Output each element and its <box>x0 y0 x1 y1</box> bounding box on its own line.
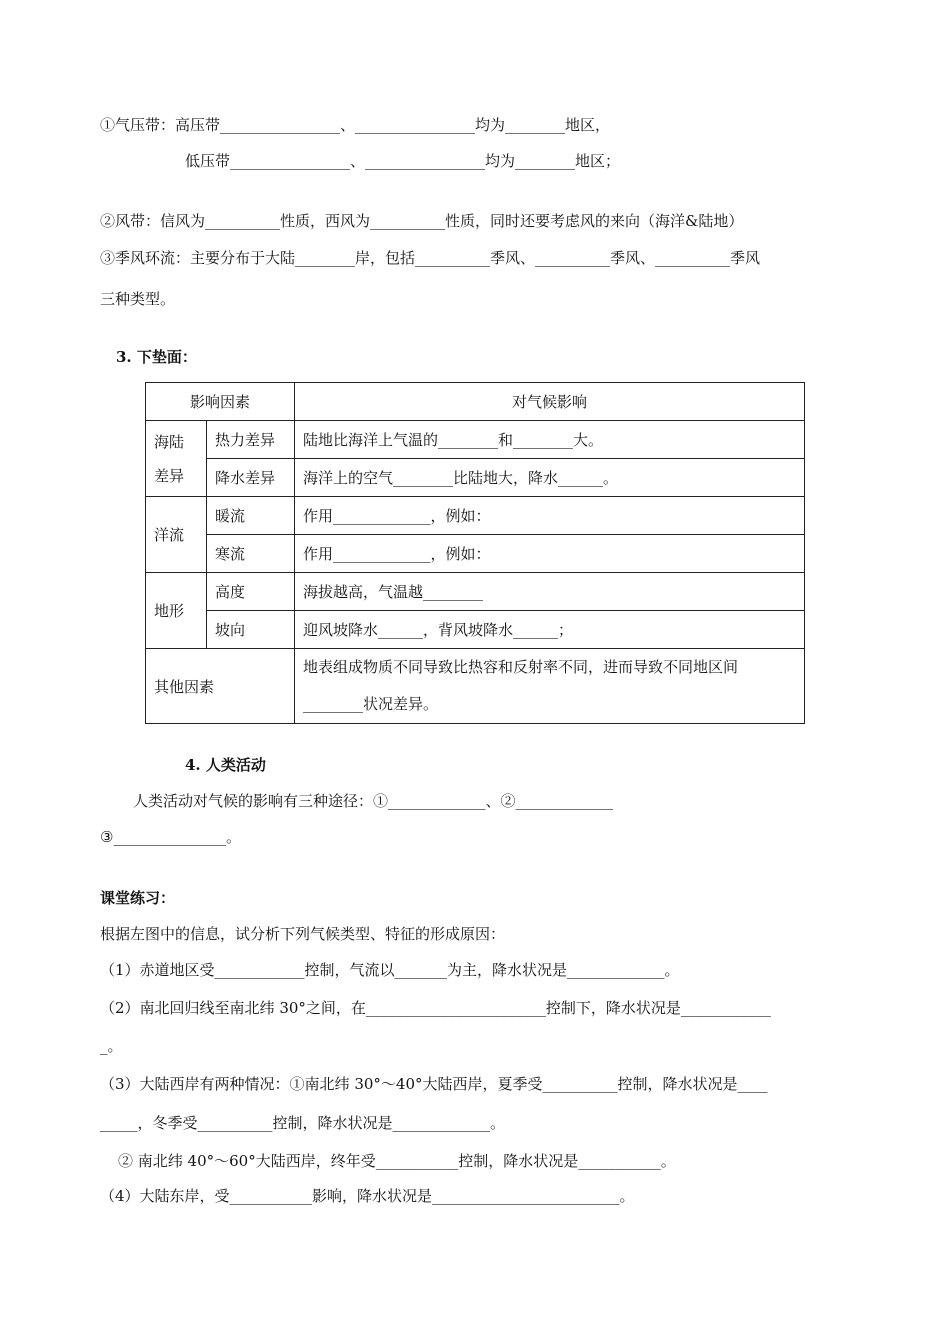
slope-cell: 坡向 <box>207 611 295 649</box>
slope-effect-cell: 迎风坡降水______，背风坡降水______； <box>295 611 805 649</box>
underlying-surface-table <box>145 382 805 724</box>
human-activity-line-2: ③_______________。 <box>100 828 241 846</box>
currents-cell: 洋流 <box>146 497 207 573</box>
table-row <box>146 459 805 497</box>
thermal-cell: 热力差异 <box>207 421 295 459</box>
altitude-cell: 高度 <box>207 573 295 611</box>
table-row <box>146 497 805 535</box>
warm-current-cell: 暖流 <box>207 497 295 535</box>
section4-title: 4. 人类活动 <box>185 756 266 774</box>
terrain-cell: 地形 <box>146 573 207 649</box>
sea-land-cell: 海陆 差异 <box>146 421 207 497</box>
cold-current-cell: 寒流 <box>207 535 295 573</box>
other-effect-cell: 地表组成物质不同导致比热容和反射率不同，进而导致不同地区间 ________状况差异。 <box>295 649 805 724</box>
pressure-low-line: 低压带________________、________________均为________地区； <box>185 152 621 170</box>
altitude-effect-cell: 海拔越高，气温越________ <box>295 573 805 611</box>
wind-belts-line: ②风带：信风为__________性质，西风为__________性质，同时还要考虑风的来向（海洋&陆地） <box>100 212 744 230</box>
human-activity-line-1: 人类活动对气候的影响有三种途径：①_____________、②_____________ <box>133 792 614 810</box>
table-row <box>146 573 805 611</box>
question-2-line-2: _。 <box>100 1037 123 1055</box>
cold-effect-cell: 作用_____________，例如： <box>295 535 805 573</box>
monsoon-line-2: 三种类型。 <box>100 290 176 308</box>
question-3-line-2: _____，冬季受__________控制，降水状况是_____________。 <box>100 1114 506 1132</box>
warm-effect-cell: 作用_____________，例如： <box>295 497 805 535</box>
question-3-line-1: （3）大陆西岸有两种情况：①南北纬 30°～40°大陆西岸，夏季受__________控制，降水状况是____ <box>100 1075 768 1093</box>
question-4: （4）大陆东岸，受___________影响，降水状况是_________________________。 <box>100 1187 635 1205</box>
question-2-line-1: （2）南北回归线至南北纬 30°之间，在________________________控制下，降水状况是____________ <box>100 999 771 1017</box>
table-header-factor: 影响因素 <box>146 383 295 421</box>
question-3-line-3: ② 南北纬 40°～60°大陆西岸，终年受___________控制，降水状况是___________。 <box>118 1152 676 1170</box>
practice-title: 课堂练习： <box>100 889 176 907</box>
table-row <box>146 535 805 573</box>
table-row <box>146 611 805 649</box>
section3-title: 3. 下垫面： <box>116 348 197 366</box>
precip-effect-cell: 海洋上的空气________比陆地大，降水______。 <box>295 459 805 497</box>
table-header-effect: 对气候影响 <box>295 383 805 421</box>
table-row <box>146 649 805 724</box>
table-row <box>146 383 805 421</box>
pressure-high-line: ①气压带：高压带________________、________________均为________地区， <box>100 116 611 134</box>
other-factors-cell: 其他因素 <box>146 649 295 724</box>
table-row <box>146 421 805 459</box>
precip-cell: 降水差异 <box>207 459 295 497</box>
question-1: （1）赤道地区受____________控制，气流以_______为主，降水状况是_____________。 <box>100 961 680 979</box>
thermal-effect-cell: 陆地比海洋上气温的________和________大。 <box>295 421 805 459</box>
monsoon-line-1: ③季风环流：主要分布于大陆________岸，包括__________季风、__________季风、__________季风 <box>100 249 761 267</box>
practice-intro: 根据左图中的信息，试分析下列气候类型、特征的形成原因： <box>100 925 506 943</box>
